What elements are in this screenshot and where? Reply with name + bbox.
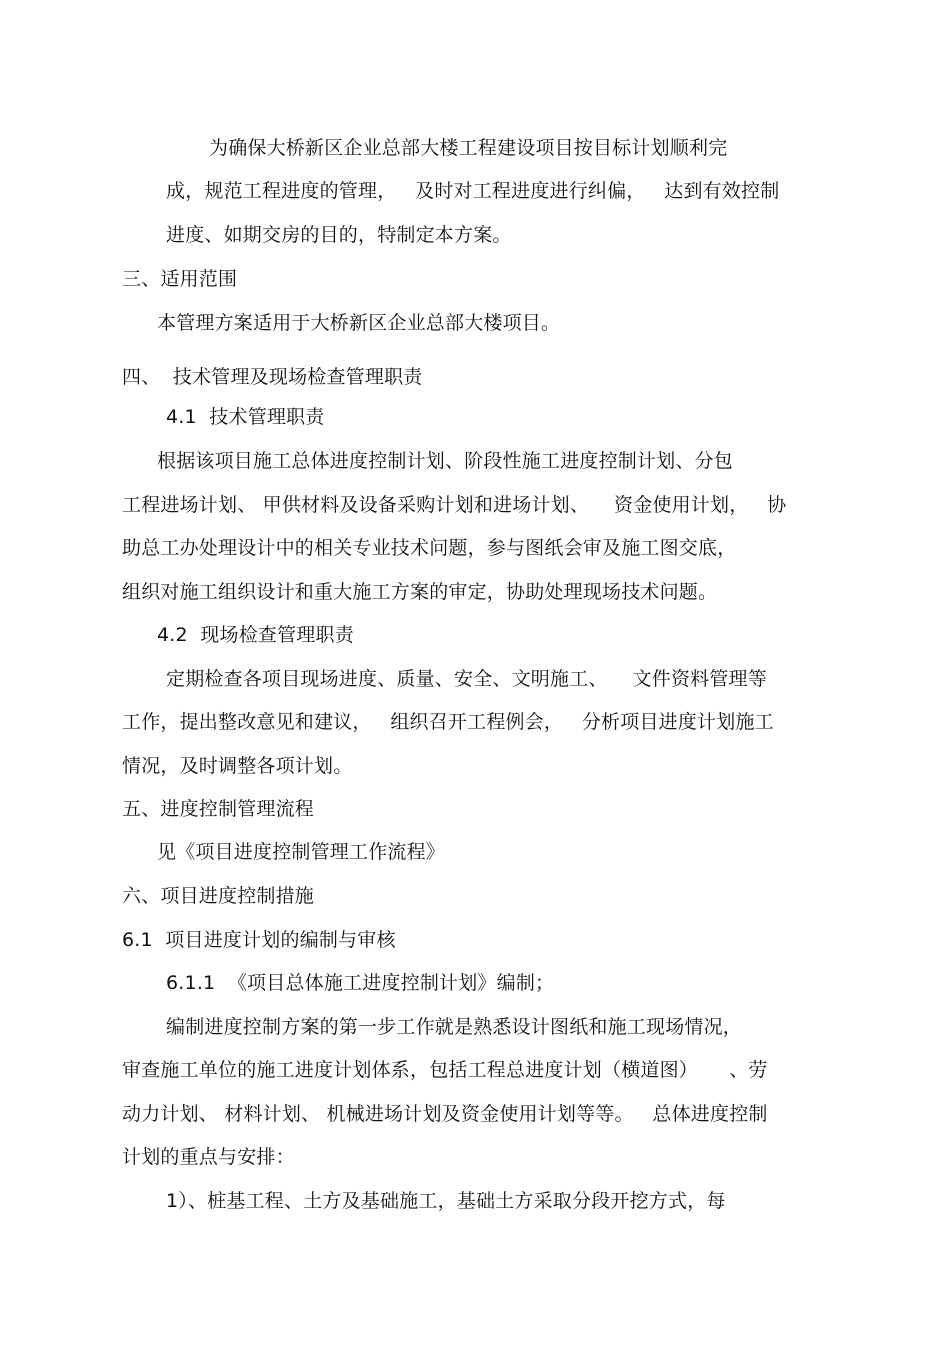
paragraph-scope: 本管理方案适用于大桥新区企业总部大楼项目。	[157, 312, 561, 334]
paragraph-6-1-1-line-1: 编制进度控制方案的第一步工作就是熟悉设计图纸和施工现场情况，	[166, 1016, 743, 1038]
section-heading-measures: 六、项目进度控制措施	[122, 885, 315, 907]
paragraph-6-1-1-line-2: 审查施工单位的施工进度计划体系，包括工程总进度计划（横道图） 、劳	[122, 1059, 768, 1081]
paragraph-6-1-1-line-4: 计划的重点与安排：	[122, 1146, 295, 1168]
subsection-heading-4-1: 4.1 技术管理职责	[166, 406, 325, 428]
paragraph-4-1-line-4: 组织对施工组织设计和重大施工方案的审定，协助处理现场技术问题。	[122, 581, 718, 603]
paragraph-4-1-line-3: 助总工办处理设计中的相关专业技术问题，参与图纸会审及施工图交底，	[122, 537, 737, 559]
paragraph-purpose-line-2: 成，规范工程进度的管理， 及时对工程进度进行纠偏， 达到有效控制	[166, 180, 780, 202]
list-item-1: 1）、桩基工程、土方及基础施工，基础土方采取分段开挖方式，每	[166, 1190, 726, 1212]
paragraph-purpose-line-1: 为确保大桥新区企业总部大楼工程建设项目按目标计划顺利完	[209, 137, 728, 159]
paragraph-4-2-line-1: 定期检查各项目现场进度、质量、安全、文明施工、 文件资料管理等	[166, 668, 767, 690]
subsection-heading-6-1-1: 6.1.1 《项目总体施工进度控制计划》编制；	[166, 972, 555, 994]
paragraph-4-1-line-2: 工程进场计划、 甲供材料及设备采购计划和进场计划、 资金使用计划， 协	[122, 494, 787, 516]
subsection-heading-6-1: 6.1 项目进度计划的编制与审核	[122, 929, 396, 951]
section-heading-scope: 三、适用范围	[122, 268, 238, 290]
paragraph-4-2-line-3: 情况，及时调整各项计划。	[122, 755, 353, 777]
section-heading-process: 五、进度控制管理流程	[122, 798, 315, 820]
paragraph-purpose-line-3: 进度、如期交房的目的，特制定本方案。	[166, 224, 512, 246]
paragraph-6-1-1-line-3: 动力计划、 材料计划、 机械进场计划及资金使用计划等等。 总体进度控制	[122, 1103, 768, 1125]
paragraph-4-1-line-1: 根据该项目施工总体进度控制计划、阶段性施工进度控制计划、分包	[157, 450, 734, 472]
paragraph-process: 见《项目进度控制管理工作流程》	[157, 841, 446, 863]
subsection-heading-4-2: 4.2 现场检查管理职责	[157, 624, 354, 646]
paragraph-4-2-line-2: 工作，提出整改意见和建议， 组织召开工程例会， 分析项目进度计划施工	[122, 711, 774, 733]
section-heading-responsibilities: 四、 技术管理及现场检查管理职责	[122, 366, 423, 388]
